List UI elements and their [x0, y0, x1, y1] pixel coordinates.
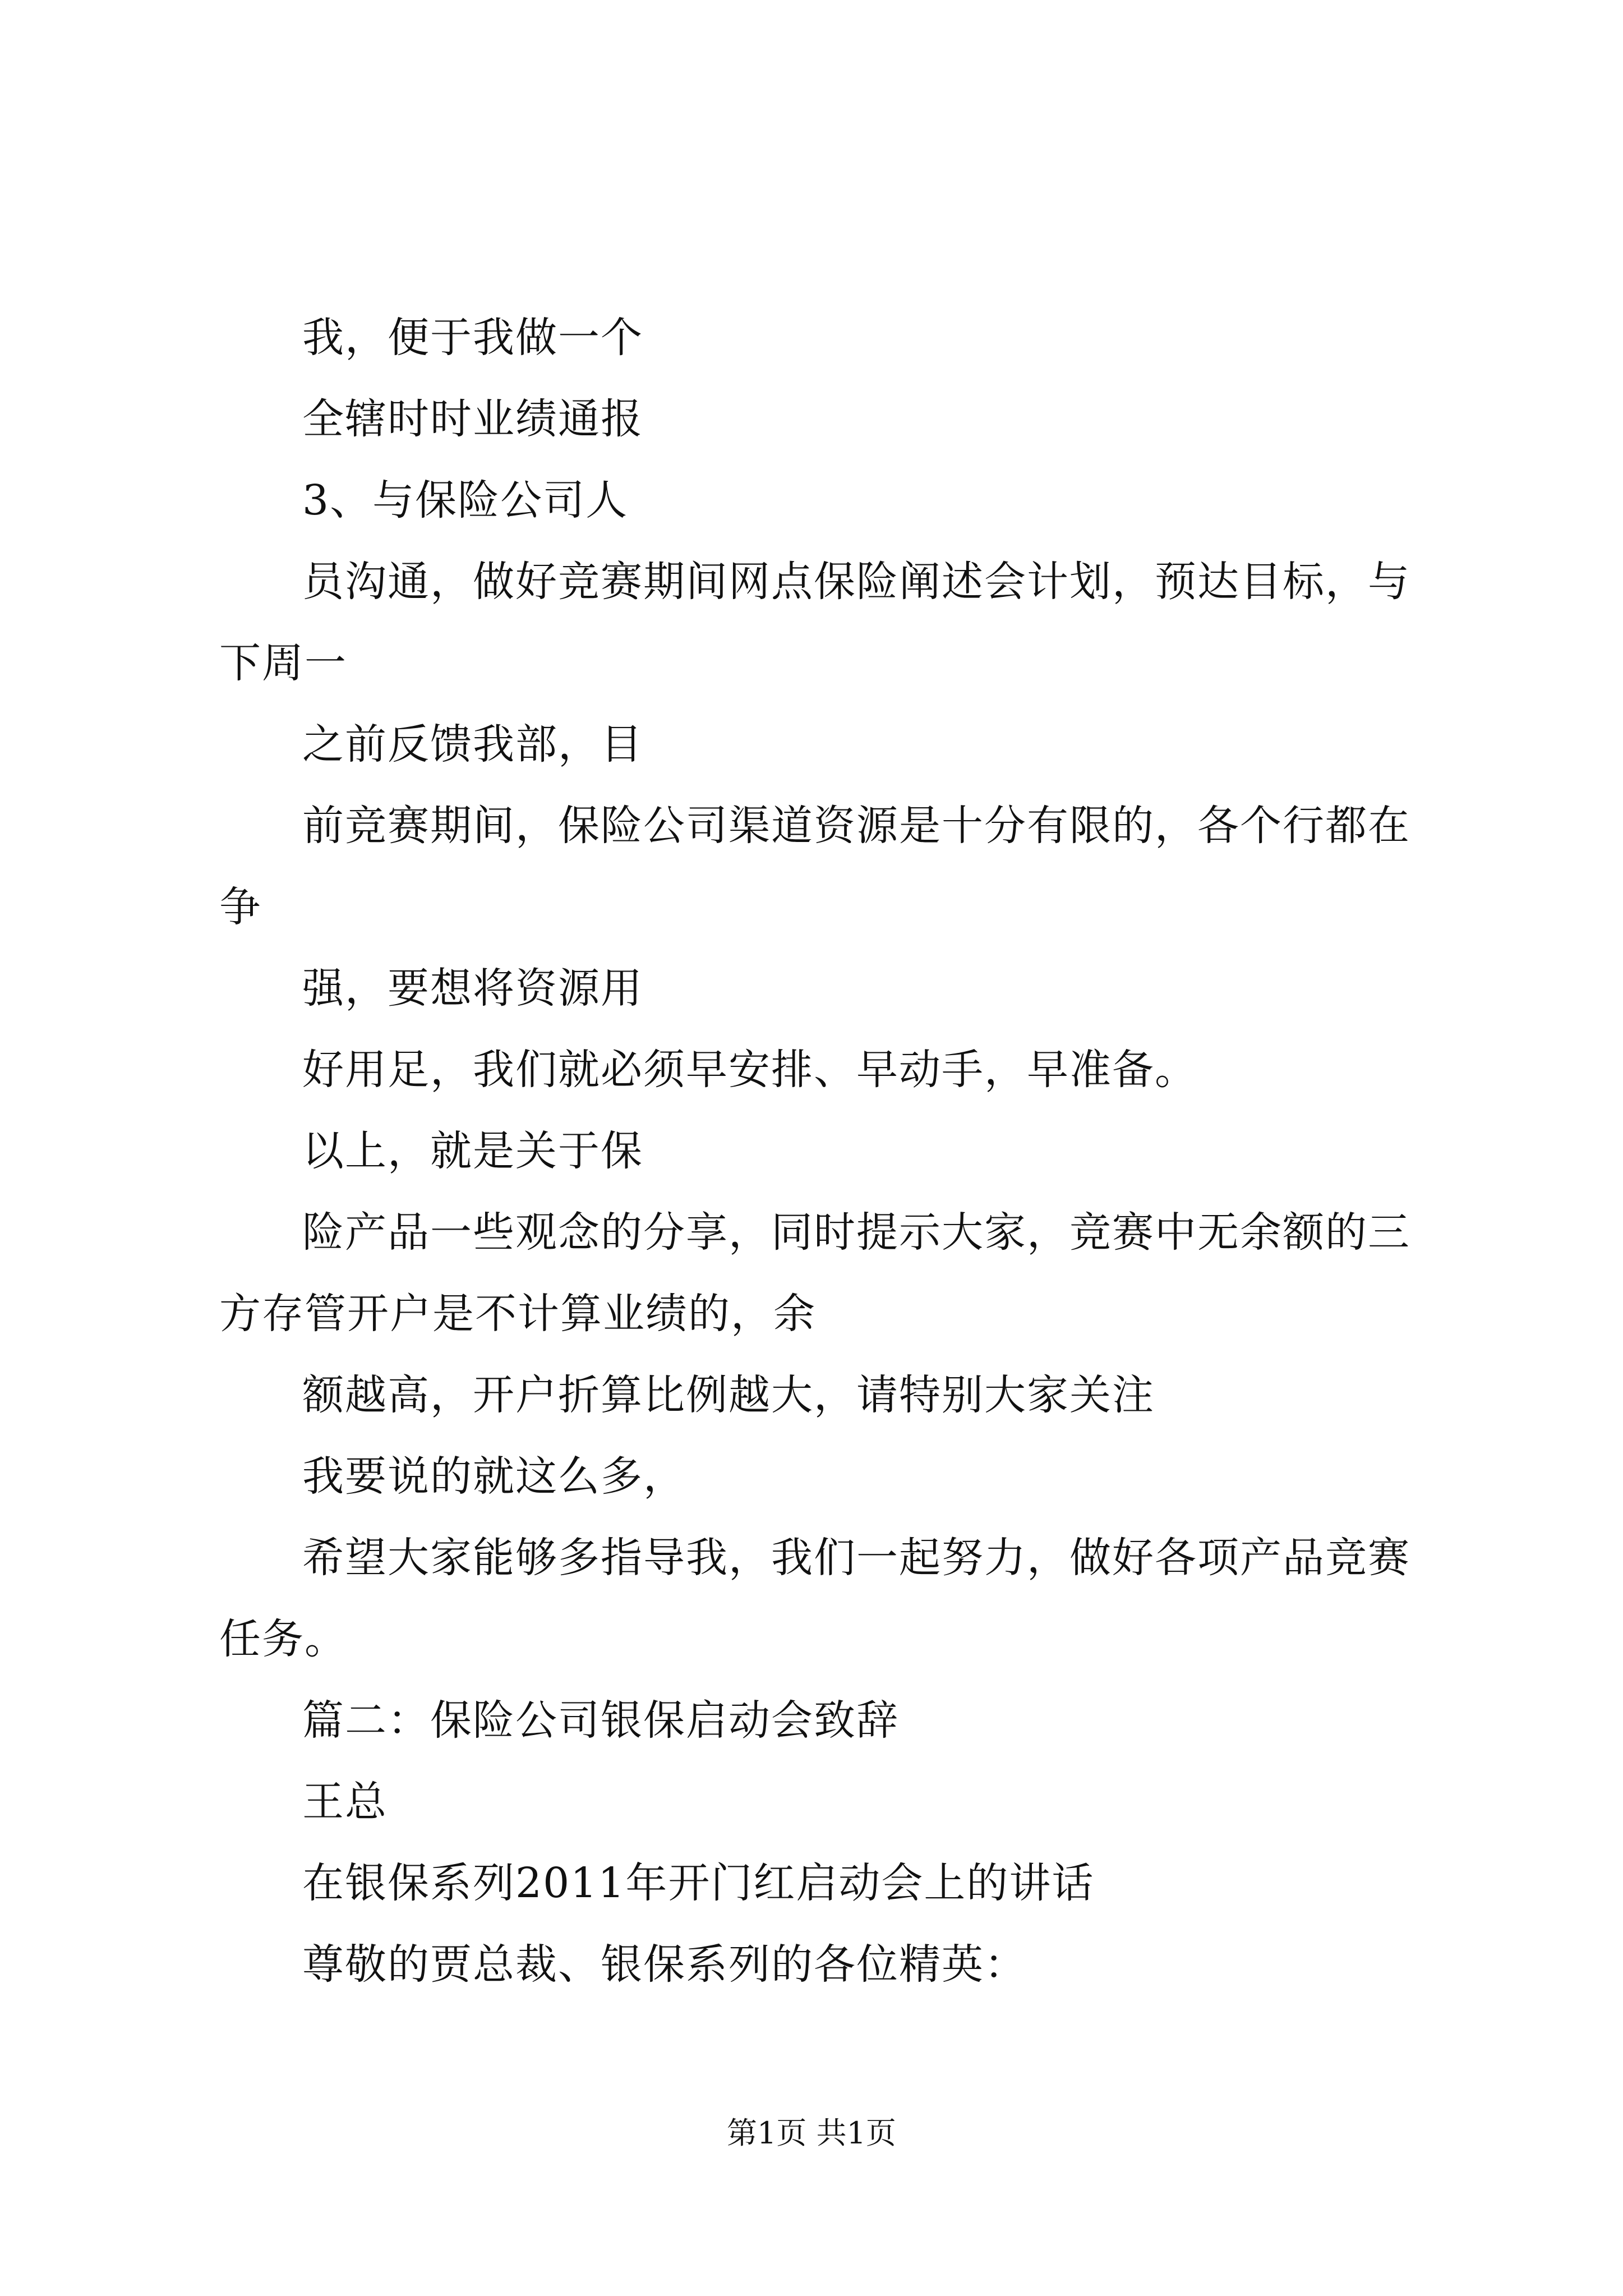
paragraph: 3、与保险公司人: [302, 476, 629, 524]
paragraph: 强，要想将资源用: [302, 964, 643, 1013]
paragraph: 员沟通，做好竞赛期间网点保险阐述会计划，预达目标，与下周一: [219, 558, 1410, 687]
salutation: 尊敬的贾总裁、银保系列的各位精英：: [302, 1940, 1027, 1989]
paragraph: 之前反馈我部，目: [302, 720, 643, 769]
paragraph: 我要说的就这么多，: [302, 1452, 686, 1501]
paragraph: 好用足，我们就必须早安排、早动手，早准备。: [302, 1046, 1197, 1094]
paragraph: 在银保系列2011年开门红启动会上的讲话: [302, 1859, 1095, 1907]
paragraph: 希望大家能够多指导我，我们一起努力，做好各项产品竞赛任务。: [219, 1534, 1410, 1663]
section-heading: 篇二：保险公司银保启动会致辞: [302, 1696, 899, 1745]
paragraph: 前竞赛期间，保险公司渠道资源是十分有限的，各个行都在争: [219, 802, 1410, 931]
paragraph: 全辖时时业绩通报: [302, 395, 643, 443]
page-footer: 第1页 共1页: [727, 2115, 896, 2151]
paragraph: 以上，就是关于保: [302, 1127, 643, 1175]
document-body: [219, 297, 1414, 2005]
paragraph: 额越高，开户折算比例越大，请特别大家关注: [302, 1371, 1155, 1419]
paragraph: 险产品一些观念的分享，同时提示大家，竞赛中无余额的三方存管开户是不计算业绩的，余: [219, 1208, 1410, 1338]
paragraph: 我，便于我做一个: [302, 314, 643, 362]
paragraph: 王总: [302, 1778, 388, 1826]
